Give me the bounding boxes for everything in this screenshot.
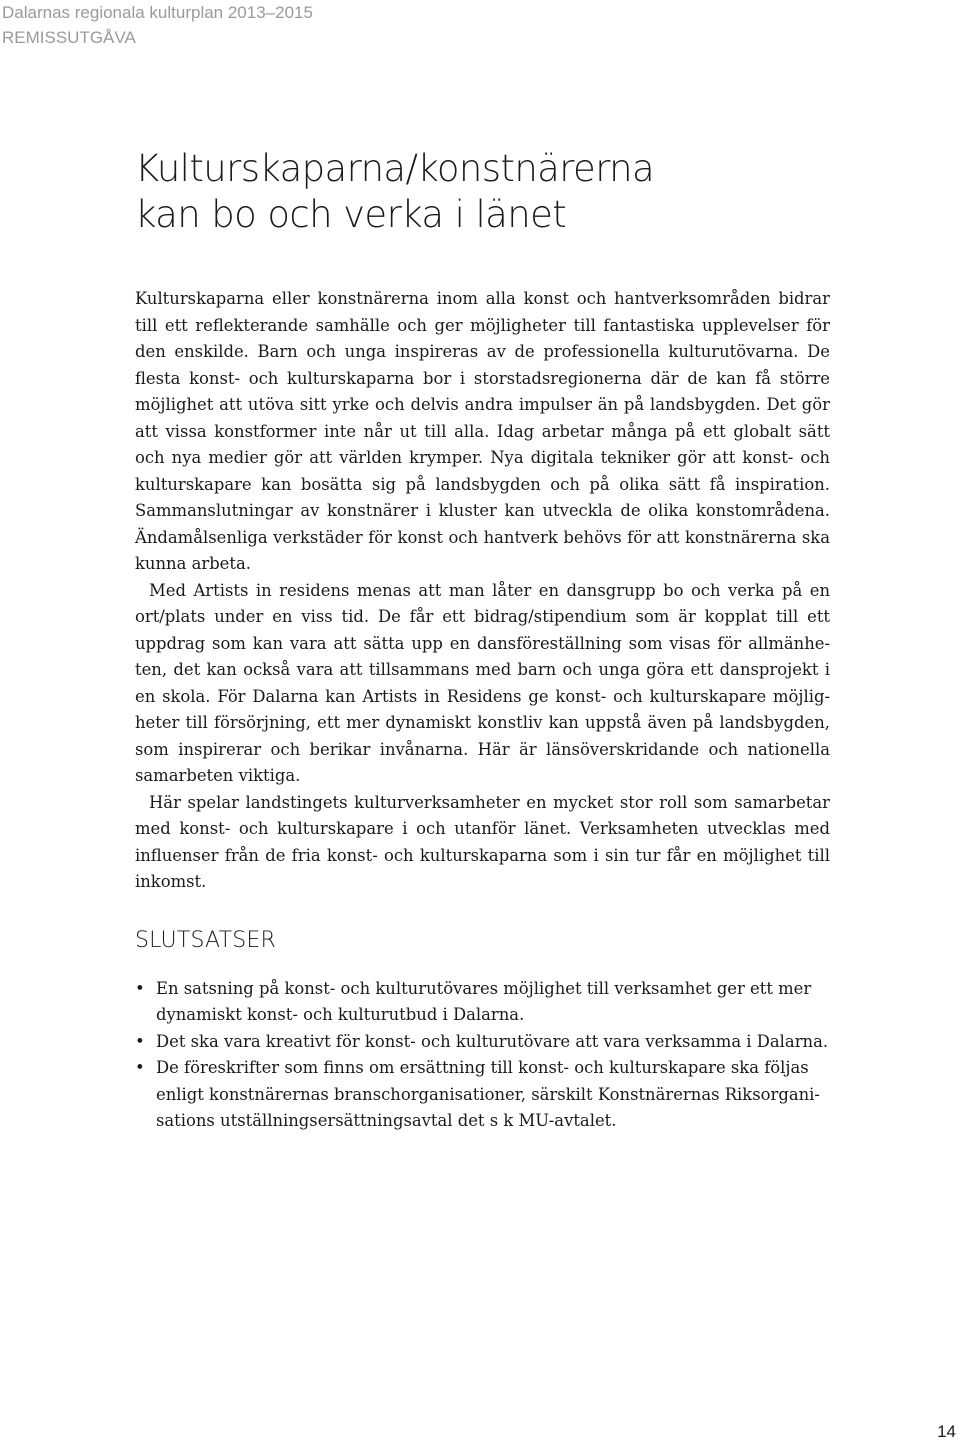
list-item-text: De föreskrifter som finns om ersättning till konst- och kulturskapare ska följas enligt konstnärernas branschorganisationer, särskilt Konstnärernas Riksorganisations utställningsersättningsavtal det s k MU-avtalet. — [156, 1058, 820, 1130]
list-item-text: Det ska vara kreativt för konst- och kulturutövare att vara verksamma i Dalarna. — [156, 1031, 829, 1051]
header-edition-label: REMISSUTGÅVA — [2, 28, 136, 47]
header-document-title: Dalarnas regionala kulturplan 2013–2015 — [2, 3, 313, 22]
page-title-line-1: Kulturskaparna/konstnärerna — [135, 147, 655, 190]
body-paragraph-3: Här spelar landstingets kulturverksamheter en mycket stor roll som samarbetar med konst- och kulturskapare i och utanför länet. Verksamheten utvecklas med influenser från de fria konst- och kulturskaparna som i sin tur får en möjlighet till inkomst. — [135, 792, 830, 891]
bullet-icon: • — [135, 1058, 145, 1077]
running-header — [2, 0, 313, 50]
section-heading-conclusions: SLUTSATSER — [135, 927, 276, 953]
page-number: 14 — [937, 1422, 956, 1441]
page-title — [135, 146, 830, 238]
page-content — [135, 146, 830, 1135]
list-item — [135, 1029, 830, 1056]
body-paragraph-2: Med Artists in residens menas att man låter en dansgrupp bo och verka på en ort/plats under en viss tid. De får ett bidrag/stipendium som är kopplat till ett uppdrag som kan vara att sätta upp en dansföreställning som visas för allmänheten, det kan också vara att tillsammans med barn och unga göra ett dansprojekt i en skola. För Dalarna kan Artists in Residens ge konst- och kulturskapare möjligheter till försörjning, ett mer dynamiskt konstliv kan uppstå även på landsbygden, som inspirerar och berikar invånarna. Här är länsöverskridande och nationella samarbeten viktiga. — [135, 580, 830, 785]
body-text — [135, 286, 830, 896]
page-title-line-2: kan bo och verka i länet — [135, 193, 567, 236]
conclusions-list — [135, 976, 830, 1135]
list-item — [135, 976, 830, 1029]
list-item-text: En satsning på konst- och kulturutövares möjlighet till verksamhet ger ett mer dynamiskt konst- och kulturutbud i Dalarna. — [156, 978, 812, 1024]
body-paragraph-1: Kulturskaparna eller konstnärerna inom alla konst och hantverksområden bidrar till ett reflekterande samhälle och ger möjligheter till fantastiska upplevelser för den enskilde. Barn och unga inspireras av de professionella kulturutövarna. De flesta konst- och kulturskaparna bor i storstadsregionerna där de kan få större möjlighet att utöva sitt yrke och delvis andra impulser än på landsbygden. Det gör att vissa konstformer inte når ut till alla. Idag arbetar många på ett globalt sätt och nya medier gör att världen krymper. Nya digitala tekniker gör att konst- och kulturskapare kan bosätta sig på landsbygden och på olika sätt få inspiration. Sammanslutningar av konstnärer i kluster kan utveckla de olika konstområdena. Ändamålsenliga verkstäder för konst och hantverk behövs för att konstnärerna ska kunna arbeta. — [135, 289, 830, 573]
bullet-icon: • — [135, 978, 145, 998]
list-item — [135, 1055, 830, 1135]
bullet-icon: • — [135, 1031, 145, 1051]
